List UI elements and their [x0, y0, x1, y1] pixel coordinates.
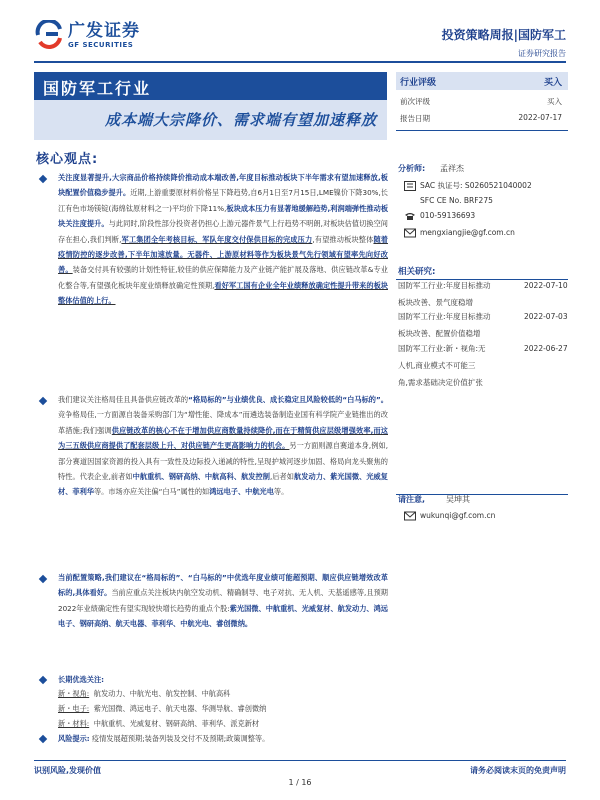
related-item-3-line3: 角,需求基础决定价值扩张	[398, 378, 483, 387]
report-subtitle: 成本端大宗降价、需求端有望加速释放	[104, 111, 377, 129]
related-item-1[interactable]	[398, 277, 518, 311]
core-paragraph-1-run: 装备交付具有较强的计划性特征,较佳的供应保障能力及产业链产能扩展及落地、供应链改革&专业化整合等,有望强化板块年度业绩释放确定性预期,	[58, 265, 388, 290]
core-paragraph-1-run: 看好军工国有企业全年业绩释放确定性提升带来的板块整体估值的上行。	[58, 280, 388, 306]
contact-email[interactable]: wukunqi@gf.com.cn	[420, 511, 496, 520]
risk-label: 风险提示:	[58, 734, 90, 743]
page-number: 1 / 16	[288, 778, 312, 787]
core-paragraph-3-run: 紫光国微、中航重机、光威复材、航发动力、鸿远电子、钢研高纳、航天电器、菲利华、中航光电、睿创微纳。	[58, 603, 388, 629]
related-item-1-line2: 板块改善、景气度稳增	[398, 298, 473, 307]
core-paragraph-2	[58, 392, 388, 500]
core-paragraph-1-run: 军工集团全年考核目标、军队年度交付保供目标的完成压力	[121, 234, 313, 244]
analyst-phone: 010-59136693	[420, 211, 476, 220]
core-paragraph-2-run: 另一方面则源自赛道本身,例如,部分赛道因国家资源的投入具有一致性及边际投入递减的特性,呈现护城河逐步加固、格局向龙头聚焦的特性。代表企业,前者如	[58, 441, 388, 482]
report-sub: 证券研究报告	[518, 49, 566, 58]
core-paragraph-1	[58, 170, 388, 309]
core-paragraph-3-run: 当前配置策略,我们建议在“格局标的”、“白马标的”中优选年度业绩可能超预期、顺应供应链增效改革标的,具体看好。	[58, 573, 388, 598]
footer-divider	[34, 760, 566, 761]
core-paragraph-2-run: 等。	[273, 487, 289, 497]
core-paragraph-2-run: 与业绩优良、成长稳定且风险较低的“白马标的”。	[226, 395, 388, 404]
phone-icon	[404, 211, 416, 221]
core-paragraph-3	[58, 570, 388, 632]
related-item-3[interactable]	[398, 340, 520, 391]
contact-name: 吴坤其	[446, 495, 470, 504]
related-item-1-line1: 国防军工行业:年度目标推动	[398, 281, 491, 290]
analyst-name: 孟祥杰	[440, 164, 464, 173]
core-paragraph-2-run: “格局标的”	[188, 395, 227, 404]
pool-1-label: 新・视角:	[58, 689, 90, 698]
subtitle-banner	[34, 100, 387, 140]
core-paragraph-2-run: 航发动力、紫光国微、光威复材、菲利华	[58, 472, 388, 497]
related-research-title: 相关研究:	[398, 267, 436, 277]
related-item-2[interactable]	[398, 308, 518, 342]
report-date-value: 2022-07-17	[518, 113, 562, 122]
bullet-5-icon	[39, 735, 47, 743]
report-type: 投资策略周报|国防军工	[441, 28, 566, 42]
core-paragraph-1-run: 板块成本压力有显著地缓解趋势,利润端弹性推动板块关注度提升。	[58, 203, 389, 229]
risk-text: 疫情发展超预期;装备列装及交付不及预期;政策调整等。	[91, 734, 270, 743]
footer-disclaimer: 请务必阅读末页的免责声明	[470, 766, 566, 775]
pool-row-1	[58, 686, 230, 701]
pool-3-items: 中航重机、光威复材、钢研高纳、菲利华、派克新材	[93, 719, 260, 728]
pool-3-label: 新・材料:	[58, 719, 90, 728]
core-paragraph-3-run: 当前应重点关注板块内航空发动机、精确制导、电子对抗、无人机、天基遥感等,且预期2022年业绩确定性有望实现较快增长趋势的重点个股:	[58, 588, 388, 613]
analyst-email[interactable]: mengxiangjie@gf.com.cn	[420, 228, 515, 237]
pool-row-2	[58, 701, 266, 716]
rating-label: 行业评级	[400, 78, 437, 88]
email-icon	[404, 228, 416, 238]
industry-banner	[34, 72, 387, 100]
core-paragraph-2-run: ,后者如	[270, 472, 295, 482]
core-heading: 核心观点:	[36, 152, 99, 167]
bullet-1-icon	[39, 175, 47, 183]
core-paragraph-1-run: 与此同时,阶段性部分投资者仍担心上游元器件景气上行趋势不明朗,对板块估值切换空间存在担心,我们判断,	[58, 219, 388, 244]
core-paragraph-2-run: 我们建议关注格局佳且具备供应链改革的	[58, 395, 189, 404]
prev-rating-label: 前次评级	[400, 97, 430, 106]
report-date-label: 报告日期	[400, 114, 430, 123]
date-row	[396, 113, 568, 125]
related-item-1-date: 2022-07-10	[524, 281, 568, 290]
pool-2-label: 新・电子:	[58, 704, 90, 713]
risk-row	[58, 731, 269, 746]
analyst-label: 分析师:	[398, 164, 426, 173]
logo-en-text: GF SECURITIES	[68, 40, 134, 49]
header-divider	[34, 61, 566, 63]
related-item-2-line2: 板块改善、配置价值稳增	[398, 329, 481, 338]
core-paragraph-2-run: 竞争格局佳,一方面源自装备采购部门为“增性能、降成本”而遴选装备制造业国有科学院产业链推出的改革措施;我们强调	[58, 410, 388, 435]
bullet-3-icon	[39, 575, 47, 583]
core-paragraph-1-run: 随着疫情防控的逐步改善,下半年加速放量。无器件、上游原材料等作为板块景气先行领域有望率先向好改善。	[58, 234, 388, 275]
core-paragraph-1-run: 关注度显著提升,大宗商品价格持续降价推动成本端改善,年度目标推动板块下半年需求有望加速释放,板块配置价值稳步提升。	[58, 173, 388, 198]
related-item-2-line1: 国防军工行业:年度目标推动	[398, 312, 491, 321]
logo-cn-text: 广发证券	[68, 20, 140, 41]
core-paragraph-2-run: 中航重机、钢研高纳、中航高科、航发控制	[132, 472, 270, 482]
rating-divider	[396, 130, 568, 131]
sac-number: SAC 执证号: S0260521040002	[420, 181, 532, 190]
core-paragraph-2-run: 鸿远电子、中航光电	[209, 487, 274, 497]
core-paragraph-2-run: 供应链改革的核心不在于增加供应商数量持续降价,而在于精简供应层级增强效率,而这为三五级供应商提供了配套层级上升、对供应链产生更高影响力的机会。	[58, 425, 388, 451]
sfc-number: SFC CE No. BRF275	[420, 196, 493, 205]
related-item-3-line1: 国防军工行业:新・视角:无	[398, 344, 486, 353]
rating-header	[396, 72, 568, 90]
core-paragraph-1-run: 近期,上游重要原材料价格呈下降趋势,自6月1日至7月15日,LME镍价下降30%,长江有色市场镁锭(海绵钛原材料之一)平均价下降11%,	[58, 188, 388, 213]
prev-rating-value: 买入	[547, 97, 562, 106]
contact-email-icon	[404, 511, 416, 521]
contact-label: 请注意,	[398, 495, 426, 504]
pool-1-items: 航发动力、中航光电、航发控制、中航高科	[93, 689, 231, 698]
company-logo	[34, 20, 140, 50]
related-item-3-line2: 人机,商业模式不可能三	[398, 361, 476, 370]
core-paragraph-2-run: 等。市场亦应关注偏“白马”属性的如	[93, 487, 210, 497]
footer-slogan: 识别风险,发现价值	[34, 766, 102, 775]
rating-value: 买入	[543, 78, 562, 88]
bullet-4-icon	[39, 676, 47, 684]
industry-title: 国防军工行业	[43, 79, 152, 98]
related-item-2-date: 2022-07-03	[524, 312, 568, 321]
core-paragraph-1-run: ,有望推动板块整体	[312, 234, 374, 244]
pool-heading: 长期优选关注:	[58, 675, 104, 684]
id-card-icon	[404, 181, 416, 191]
bullet-2-icon	[39, 397, 47, 405]
prev-rating-row	[396, 96, 568, 108]
gf-logo-icon	[34, 20, 64, 50]
pool-row-3	[58, 716, 259, 731]
related-item-3-date: 2022-06-27	[524, 344, 568, 353]
pool-2-items: 紫光国微、鸿远电子、航天电器、华测导航、睿创微纳	[93, 704, 267, 713]
